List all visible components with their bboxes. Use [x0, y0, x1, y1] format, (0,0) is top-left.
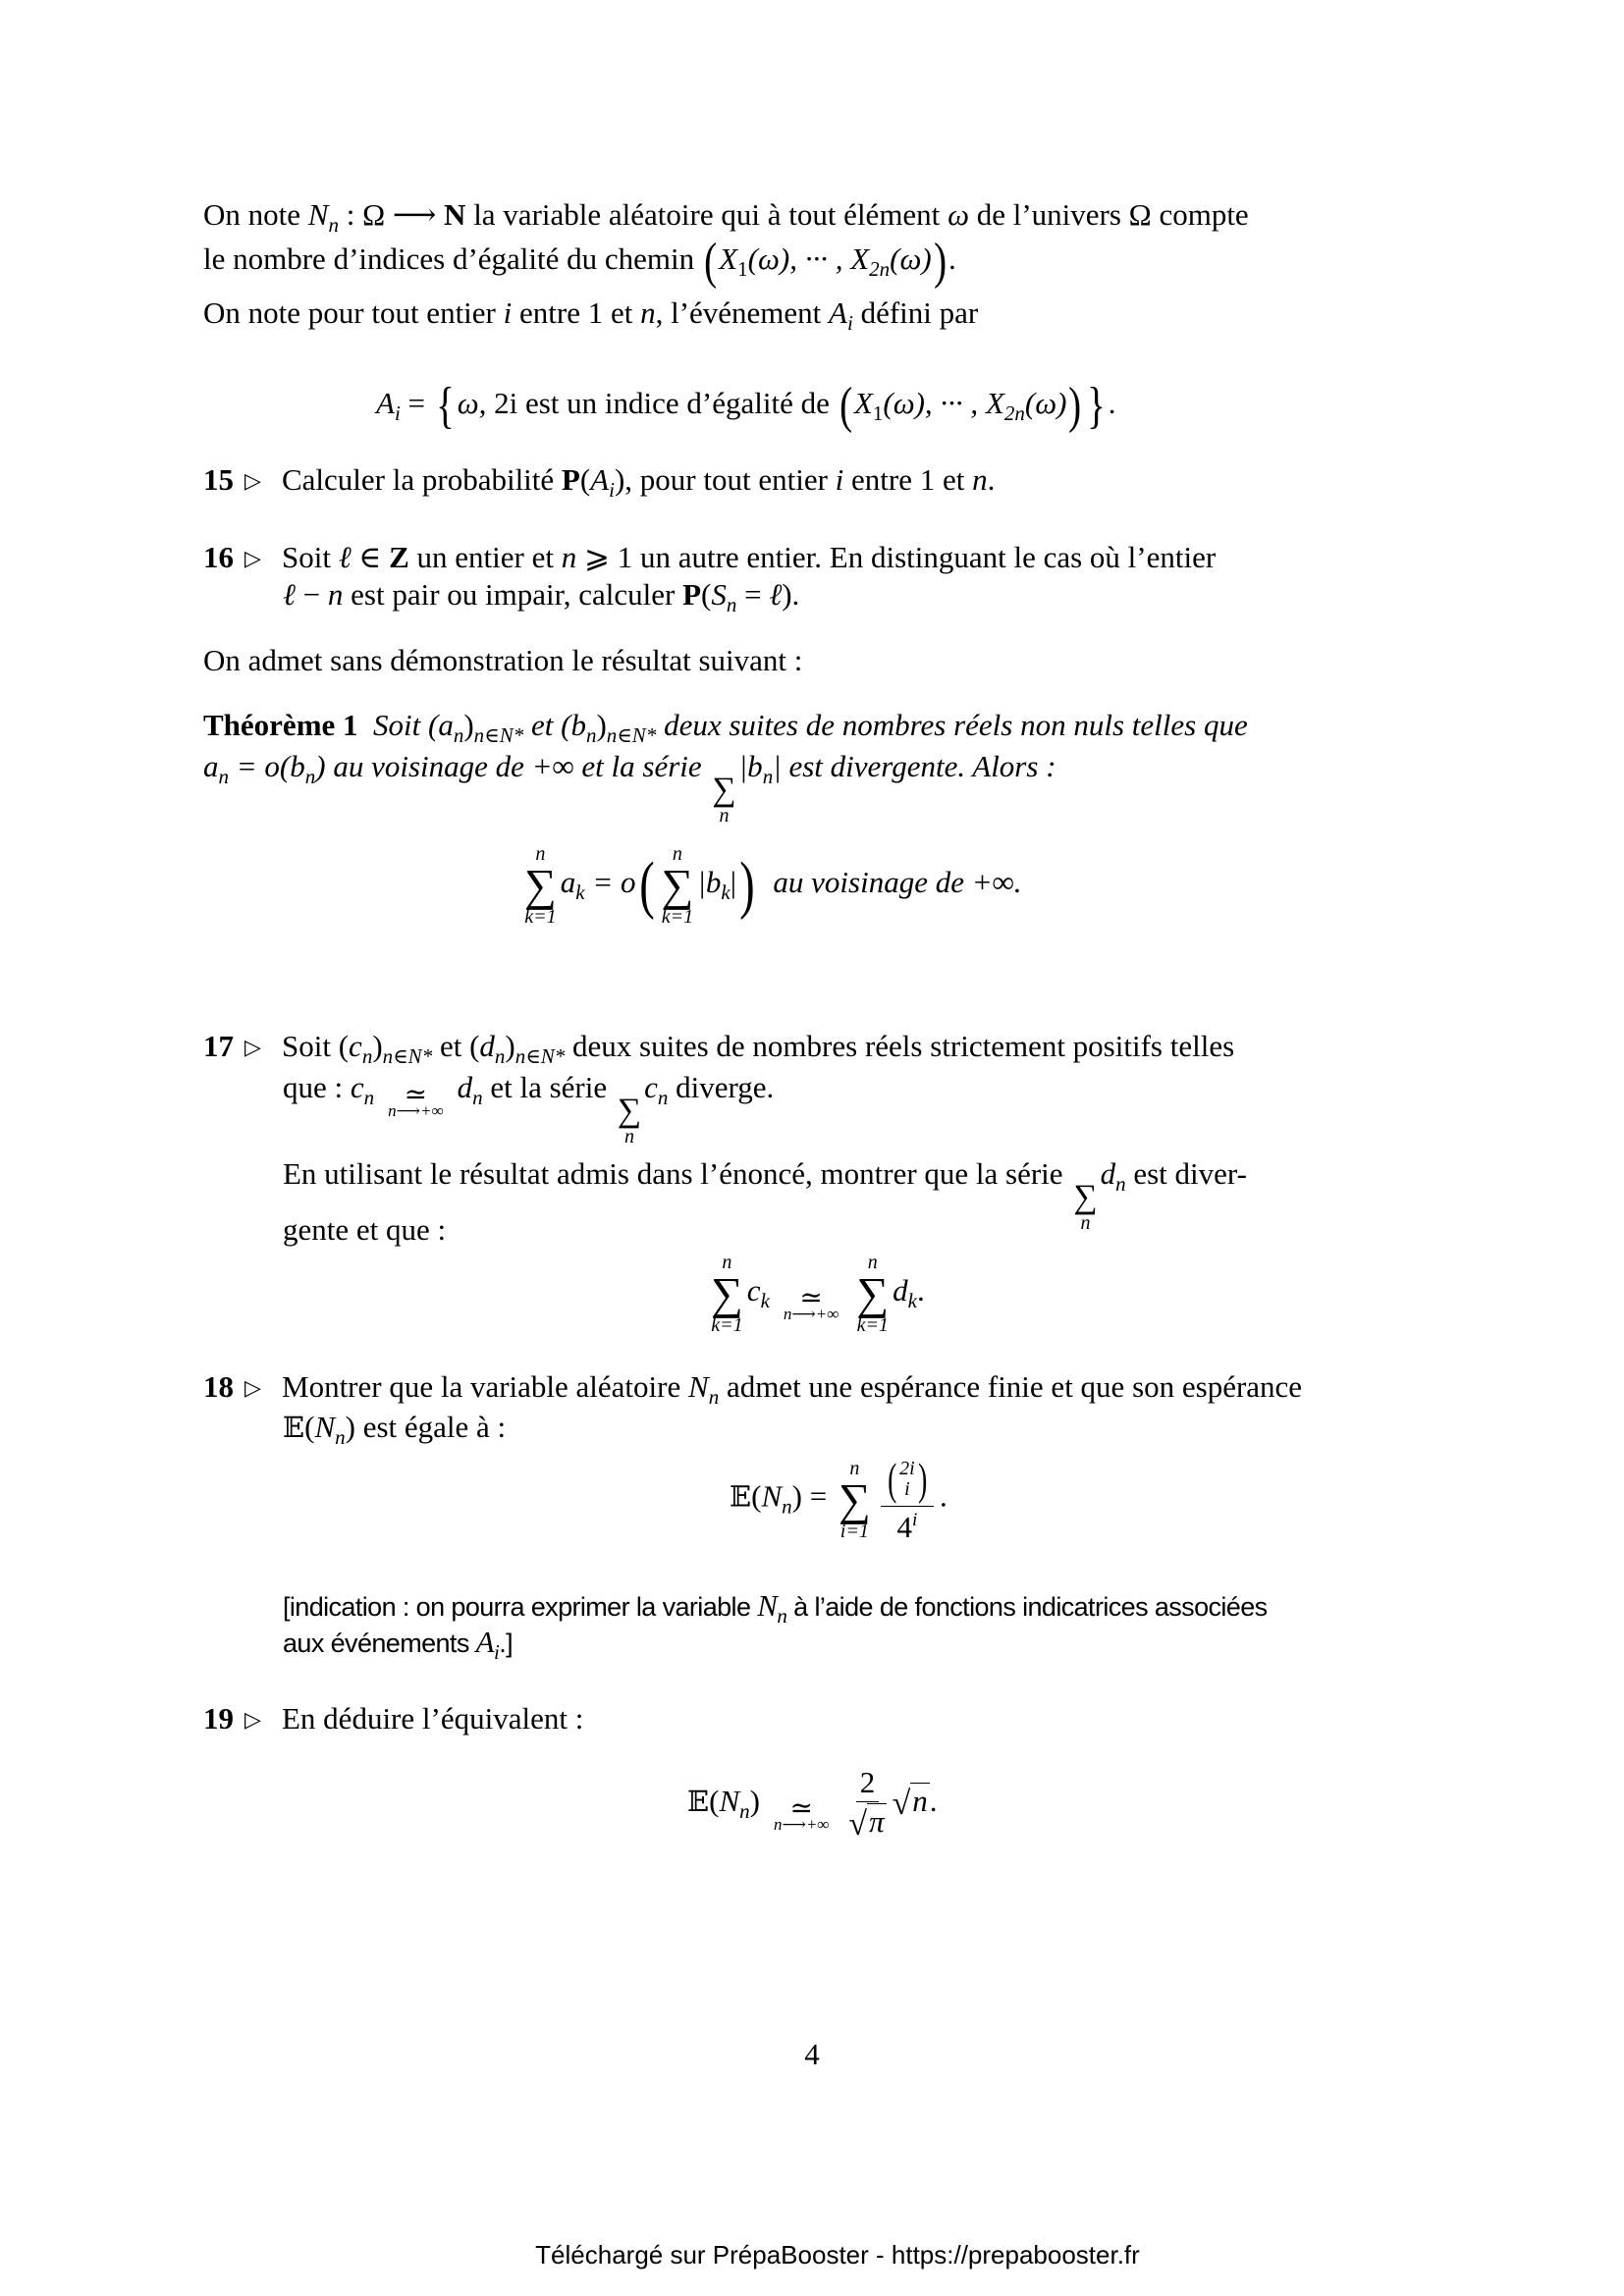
- math-sub: n: [361, 1044, 373, 1068]
- math-in: ∈: [351, 540, 390, 574]
- math-sub: n: [739, 1799, 750, 1824]
- text: En déduire l’équivalent :: [282, 1701, 584, 1735]
- binomial: ( 2i i ): [887, 1454, 927, 1504]
- math-S: S: [711, 577, 727, 612]
- text: Soit (: [282, 1029, 350, 1063]
- text: de l’univers Ω compte: [968, 197, 1249, 232]
- text: Montrer que la variable aléatoire: [282, 1369, 688, 1404]
- question-16-line-2: [283, 577, 799, 622]
- text: ), pour tout entier: [614, 462, 836, 497]
- equiv-icon: ≃: [789, 1793, 813, 1825]
- equivalent-operator: [773, 1793, 830, 1835]
- math-N: N: [314, 1410, 336, 1444]
- math-sub: i: [394, 401, 401, 425]
- text: deux suites de nombres réels strictement positifs telles: [565, 1029, 1235, 1063]
- sum-operator: [1073, 1179, 1098, 1234]
- equiv-limit: n⟶+∞: [783, 1305, 839, 1324]
- text: (: [579, 462, 591, 497]
- question-17-paragraph-2-line-2: [283, 1212, 446, 1248]
- sigma-icon: ∑: [1073, 1179, 1098, 1215]
- right-paren: ): [1068, 378, 1082, 434]
- intro-line-1: [203, 197, 1421, 242]
- math-P: P: [561, 462, 580, 497]
- math-N: N: [761, 1478, 783, 1514]
- math-sub: k: [907, 1289, 917, 1313]
- math-sub: 2n: [1003, 401, 1025, 425]
- math-d: d: [457, 1070, 473, 1104]
- math-X: X: [985, 386, 1004, 420]
- math-sub: k: [760, 1289, 770, 1313]
- math-sub: k: [721, 881, 731, 905]
- math-sub: n: [328, 213, 339, 237]
- question-18-display: [730, 1454, 947, 1544]
- sigma-icon: ∑: [712, 772, 736, 808]
- right-paren: ): [933, 234, 947, 290]
- math-d: d: [1100, 1156, 1116, 1191]
- math-sub: n: [494, 1044, 506, 1068]
- theorem-line-1: Théorème 1 Soit $(a_n)_{n\in N*}$ et $(b_n)_{n\in N*}$ deux suites de nombres réels non nuls telles que: [203, 708, 1248, 747]
- text: = o(: [229, 749, 291, 783]
- math-d: d: [893, 1273, 908, 1308]
- math-X: X: [850, 241, 870, 276]
- text: gente et que :: [283, 1212, 447, 1247]
- question-15: [203, 462, 995, 507]
- math-sub: i: [846, 311, 853, 335]
- text: .: [987, 462, 996, 497]
- math-A: A: [376, 386, 395, 420]
- sum-upper: n: [535, 843, 546, 865]
- sum-index: n: [624, 1126, 634, 1148]
- text: On note: [203, 197, 308, 232]
- math-abs: |: [730, 865, 736, 900]
- math-expectation: 𝔼: [283, 1411, 305, 1444]
- math-b: b: [570, 708, 586, 742]
- sum-lower: k=1: [661, 906, 694, 928]
- math-sub: n: [708, 1385, 720, 1409]
- sum-lower: k=1: [524, 906, 557, 928]
- event-definition-display: [376, 377, 1115, 435]
- theorem-display: [520, 844, 1021, 927]
- text: et (: [432, 1029, 480, 1063]
- math-abs-b: |b: [738, 749, 763, 783]
- sum-upper: n: [672, 843, 682, 865]
- equals: ) =: [791, 1478, 835, 1514]
- text: défini par: [852, 295, 979, 330]
- intro-line-2: [203, 234, 956, 290]
- sum-lower: k=1: [856, 1314, 889, 1336]
- math-sub: i: [493, 1640, 500, 1664]
- text: que :: [283, 1070, 351, 1104]
- math-A: A: [475, 1625, 494, 1659]
- text: En utilisant le résultat admis dans l’énoncé, montrer que la série: [283, 1156, 1071, 1191]
- math-sub: n: [657, 1086, 669, 1109]
- equals: =: [400, 386, 433, 420]
- left-paren: (: [704, 234, 718, 290]
- period: .: [916, 1273, 925, 1308]
- math-ell: ℓ: [338, 540, 352, 574]
- question-number: 17: [203, 1029, 234, 1063]
- math-sub: n: [762, 765, 774, 788]
- equiv-limit: n⟶+∞: [773, 1815, 830, 1835]
- sqrt-n: [893, 1784, 930, 1823]
- sum-upper: n: [722, 1252, 732, 1273]
- equivalent-operator: [388, 1080, 444, 1120]
- math-expectation: 𝔼: [730, 1479, 752, 1514]
- math-ell: ℓ: [769, 577, 783, 612]
- math-sub: 1: [737, 257, 748, 281]
- fraction: [881, 1454, 934, 1544]
- period: .: [948, 241, 956, 276]
- triangle-marker-icon: ▷: [244, 546, 261, 570]
- text: (: [751, 1478, 762, 1514]
- text: un entier et: [408, 540, 562, 574]
- math-sub: n: [363, 1086, 375, 1109]
- math-A: A: [829, 295, 847, 330]
- text: est diver-: [1125, 1156, 1247, 1191]
- math-c: c: [644, 1070, 658, 1104]
- sigma-icon: ∑: [711, 1268, 743, 1318]
- math-N: N: [757, 1588, 778, 1623]
- sigma-icon: ∑: [617, 1093, 642, 1129]
- sqrt-icon: √: [848, 1806, 868, 1842]
- equiv-icon: ≃: [799, 1283, 823, 1314]
- math-sub: n: [585, 723, 597, 747]
- text: ) est égale à :: [345, 1410, 507, 1444]
- math-b: b: [290, 749, 305, 783]
- math-sub: n: [335, 1425, 346, 1449]
- math-a: a: [438, 708, 454, 742]
- math-sub: 1: [872, 401, 884, 425]
- math-index: n∈N*: [382, 1044, 433, 1068]
- text: la variable aléatoire qui à tout élément: [465, 197, 948, 232]
- math-c: c: [350, 1070, 364, 1104]
- text: entre 1 et: [512, 295, 641, 330]
- period: .: [929, 1784, 938, 1819]
- sum-operator: [618, 1095, 641, 1147]
- math-A: A: [590, 462, 610, 497]
- math-sub: n: [218, 765, 229, 788]
- denominator: [848, 1802, 886, 1842]
- sum-operator: [712, 774, 735, 826]
- sigma-icon: ∑: [524, 860, 557, 910]
- sum-lower: k=1: [711, 1314, 743, 1336]
- math-mid: (ω), ··· ,: [883, 386, 986, 420]
- text: entre 1 et: [843, 462, 973, 497]
- math-P: P: [682, 577, 701, 612]
- text: Soit (: [373, 708, 439, 742]
- math-abs-b: |b: [697, 865, 722, 900]
- math-sub: n: [453, 723, 464, 747]
- question-number: 18: [203, 1369, 234, 1404]
- question-18-line-1: [203, 1369, 1421, 1415]
- math-sub: n: [726, 593, 737, 616]
- math-sub: i: [609, 478, 615, 502]
- page-number: 4: [804, 2037, 820, 2071]
- sum-operator: [662, 844, 694, 927]
- math-i: i: [835, 462, 844, 497]
- math-n: n: [912, 1784, 928, 1819]
- text: diverge.: [668, 1070, 775, 1104]
- text: (: [701, 577, 712, 612]
- math-sub: n: [1115, 1172, 1126, 1196]
- sum-lower: i=1: [839, 1520, 869, 1542]
- math-integers: Z: [389, 540, 409, 574]
- math-d: d: [479, 1029, 495, 1063]
- math-sub: 2n: [869, 257, 891, 281]
- text: le nombre d’indices d’égalité du chemin: [203, 241, 702, 276]
- math-a: a: [560, 865, 576, 900]
- theorem-line-2: [203, 749, 1056, 826]
- question-17-display: [707, 1253, 925, 1335]
- triangle-marker-icon: ▷: [244, 1035, 261, 1059]
- math-naturals: N: [444, 197, 466, 232]
- right-paren: ): [739, 849, 755, 922]
- period: .: [1108, 386, 1116, 420]
- text: deux suites de nombres réels non nuls telles que: [656, 708, 1248, 742]
- question-17-line-1: 17 ▷ Soit $(c_n)_{n\in N*}$ et $(d_n)_{n\in N*}$ deux suites de nombres réels strictement positifs telles: [203, 1029, 1235, 1068]
- text: ) au voisinage de +∞ et la série: [315, 749, 710, 783]
- math-sup: i: [911, 1510, 918, 1530]
- math-a: a: [203, 749, 219, 783]
- intro-line-3: [203, 295, 978, 341]
- math-map: : Ω ⟶: [338, 197, 445, 232]
- math-index: n∈N*: [606, 723, 657, 747]
- math-sub: n: [777, 1604, 787, 1628]
- sum-index: n: [719, 805, 730, 827]
- left-brace: {: [435, 378, 455, 434]
- question-18-hint-line-2: [283, 1625, 513, 1670]
- math-X: X: [719, 241, 738, 276]
- math-omega: ω: [947, 197, 969, 232]
- text: au voisinage de +∞.: [773, 865, 1022, 900]
- math-pi: π: [869, 1804, 885, 1839]
- binom-bottom: i: [904, 1478, 910, 1500]
- text: est pair ou impair, calculer: [343, 577, 683, 612]
- text: Calculer la probabilité: [282, 462, 562, 497]
- question-number: 16: [203, 540, 234, 574]
- math-i: i: [503, 295, 513, 330]
- theorem-label: Théorème 1: [203, 708, 358, 742]
- triangle-marker-icon: ▷: [244, 1707, 261, 1732]
- text: et (: [523, 708, 571, 742]
- sum-operator: [856, 1253, 889, 1335]
- text: 2i est un indice d’égalité de: [486, 386, 838, 420]
- math-index: n∈N*: [473, 723, 524, 747]
- text: , l’événement: [655, 295, 830, 330]
- math-n: n: [327, 577, 344, 612]
- triangle-marker-icon: ▷: [244, 1375, 261, 1400]
- sum-operator: [839, 1459, 871, 1541]
- equals: =: [736, 577, 770, 612]
- math-sub: k: [575, 881, 585, 905]
- math-ell: ℓ: [283, 577, 296, 612]
- math-omega: (ω): [890, 241, 932, 276]
- math-X: X: [853, 386, 873, 420]
- binom-top: 2i: [899, 1458, 915, 1479]
- math-sub: n: [782, 1494, 792, 1519]
- period: .: [939, 1478, 947, 1514]
- equals-o: = o: [584, 865, 636, 900]
- sigma-icon: ∑: [856, 1268, 890, 1318]
- question-number: 19: [203, 1701, 234, 1735]
- math-omega: ω,: [457, 386, 487, 420]
- text: admet une espérance finie et que son espérance: [719, 1369, 1303, 1404]
- math-N: N: [719, 1784, 740, 1819]
- sigma-icon: ∑: [661, 860, 694, 910]
- math-mid: (ω), ··· ,: [747, 241, 851, 276]
- question-18-line-2: [283, 1410, 506, 1455]
- math-N: N: [688, 1369, 709, 1404]
- hint-text: .]: [499, 1629, 514, 1658]
- math-n: n: [561, 540, 577, 574]
- math-sub: n: [472, 1086, 483, 1109]
- text: (: [709, 1784, 720, 1819]
- text: On admet sans démonstration le résultat suivant :: [203, 643, 803, 677]
- sum-index: n: [1080, 1212, 1091, 1234]
- sum-operator: [524, 844, 557, 927]
- question-17-line-2: [283, 1070, 774, 1147]
- math-c: c: [349, 1029, 362, 1063]
- text: ⩾ 1 un autre entier. En distinguant le cas où l’entier: [576, 540, 1217, 574]
- math-index: n∈N*: [514, 1044, 566, 1068]
- admit-statement: [203, 643, 802, 678]
- left-paren: (: [839, 378, 852, 434]
- sum-upper: n: [867, 1252, 878, 1273]
- question-19-display: [687, 1767, 938, 1842]
- hint-text: [indication : on pourra exprimer la variable: [283, 1592, 758, 1622]
- hint-text: aux événements: [283, 1629, 476, 1658]
- question-number: 15: [203, 462, 234, 497]
- equiv-icon: ≃: [404, 1080, 428, 1110]
- math-minus: −: [295, 577, 328, 612]
- math-c: c: [746, 1273, 761, 1308]
- math-sub: n: [304, 765, 316, 788]
- right-brace: }: [1086, 378, 1106, 434]
- sum-operator: [711, 1253, 743, 1335]
- equivalent-operator: [783, 1283, 839, 1324]
- numerator: 2: [856, 1767, 880, 1802]
- text: et la série: [482, 1070, 615, 1104]
- triangle-marker-icon: ▷: [244, 468, 261, 493]
- text: ): [749, 1784, 760, 1819]
- equiv-limit: n⟶+∞: [388, 1101, 444, 1120]
- math-omega: (ω): [1024, 386, 1067, 420]
- text: | est divergente. Alors :: [773, 749, 1056, 783]
- numerator: [881, 1454, 934, 1507]
- question-17-paragraph-2-line-1: [283, 1156, 1421, 1233]
- question-19: [203, 1701, 583, 1737]
- download-footer: Téléchargé sur PrépaBooster - https://prepabooster.fr: [535, 2240, 1140, 2269]
- denominator: 4$^i$: [896, 1510, 918, 1544]
- math-N: N: [307, 197, 329, 232]
- fraction: [848, 1767, 886, 1842]
- text: On note pour tout entier: [203, 295, 504, 330]
- question-16-line-1: [203, 540, 1421, 576]
- math-n: n: [972, 462, 988, 497]
- text: (: [304, 1410, 315, 1444]
- text: Soit: [282, 540, 339, 574]
- math-expectation: 𝔼: [687, 1785, 710, 1819]
- text: ).: [782, 577, 800, 612]
- sigma-icon: ∑: [838, 1473, 871, 1524]
- sqrt-icon: √: [892, 1786, 911, 1823]
- left-paren: (: [638, 849, 655, 922]
- math-n: n: [640, 295, 656, 330]
- sum-upper: n: [849, 1457, 860, 1479]
- hint-text: à l’aide de fonctions indicatrices associées: [786, 1592, 1268, 1622]
